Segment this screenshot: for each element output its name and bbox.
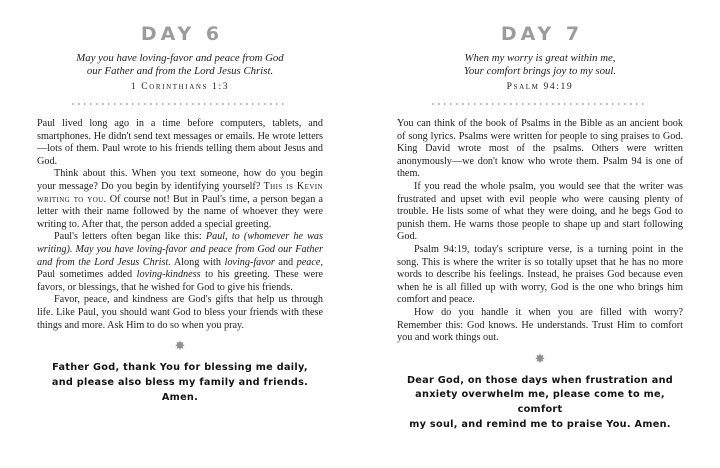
star-ornament-icon: ✸ bbox=[174, 339, 186, 355]
day-heading: DAY 6 bbox=[140, 23, 224, 45]
prayer bbox=[37, 361, 323, 405]
paragraph: You can think of the book of Psalms in the Bible as an ancient book of song lyrics. Psalms were written for people to sing praises to God. King David wrote most of the psalms. Others were written anonymously—we don't know who wrote them. Psalm 94 is one of them. bbox=[397, 118, 683, 180]
prayer bbox=[397, 374, 683, 433]
devotional-body bbox=[397, 118, 683, 345]
paragraph: Favor, peace, and kindness are God's gifts that help us through life. Like Paul, you should want God to bless your friends with these things and more. Ask Him to do so when you pray. bbox=[37, 294, 323, 331]
dotted-divider bbox=[432, 103, 648, 105]
text-line: my soul, and remind me to praise You. Amen. bbox=[409, 419, 671, 431]
paragraph: Psalm 94:19, today's scripture verse, is a turning point in the song. This is where the writer is so totally upset that he has no more words to describe his feelings. Instead, he praises God because even when he is all filled up with worry, God is the one who brings him comfort and peace. bbox=[397, 243, 683, 306]
paragraph: If you read the whole psalm, you would see that the writer was frustrated and upset with evil people who were causing plenty of trouble. He lists some of what they were doing, and he begs God to punish them. He warns those people to shape up and start following God. bbox=[397, 180, 683, 243]
day-heading: DAY 7 bbox=[500, 23, 584, 45]
scripture-reference: 1 Corinthians 1:3 bbox=[130, 81, 230, 92]
star-ornament-icon: ✸ bbox=[534, 351, 546, 367]
devotional-body bbox=[37, 118, 323, 332]
scripture-verse bbox=[397, 52, 683, 78]
scripture-verse bbox=[37, 52, 323, 78]
text-line: anxiety overwhelm me, please come to me, comfort bbox=[415, 389, 665, 416]
paragraph: Paul's letters often began like this: Paul, to (whomever he was writing). May you have loving-favor and peace from God our Father and from the Lord Jesus Christ. Along with loving-favor and peace, Paul sometimes added loving-kindness to his greeting. These were favors, or blessings, that he wished for God to give his friends. bbox=[37, 231, 324, 293]
text-line: Father God, thank You for blessing me daily, bbox=[52, 362, 308, 374]
paragraph: Paul lived long ago in a time before computers, tablets, and smartphones. He didn't send text messages or emails. He wrote letters—lots of them. Paul wrote to his friends telling them about Jesus and God. bbox=[37, 118, 323, 167]
paragraph: Think about this. When you text someone, how do you begin your message? Do you begin by identifying yourself? This is Kevin writing to you. Of course not! But in Paul's time, a person began a letter with their name followed by the name of whoever they were writing to. After that, the person added a special greeting. bbox=[37, 168, 323, 230]
text-line: Your comfort brings joy to my soul. bbox=[463, 65, 617, 77]
text-line: When my worry is great within me, bbox=[464, 52, 616, 64]
text-line: Dear God, on those days when frustration and bbox=[406, 374, 674, 386]
paragraph: How do you handle it when you are filled with worry? Remember this: God knows. He understands. Trust Him to comfort you and work things out. bbox=[397, 306, 683, 344]
dotted-divider bbox=[72, 103, 288, 105]
page-day-7 bbox=[360, 0, 720, 468]
text-line: and please also bless my family and friends. Amen. bbox=[51, 376, 309, 403]
text-line: May you have loving-favor and peace from God bbox=[76, 52, 284, 64]
text-line: our Father and from the Lord Jesus Christ. bbox=[86, 65, 274, 77]
scripture-reference: Psalm 94:19 bbox=[506, 81, 574, 92]
